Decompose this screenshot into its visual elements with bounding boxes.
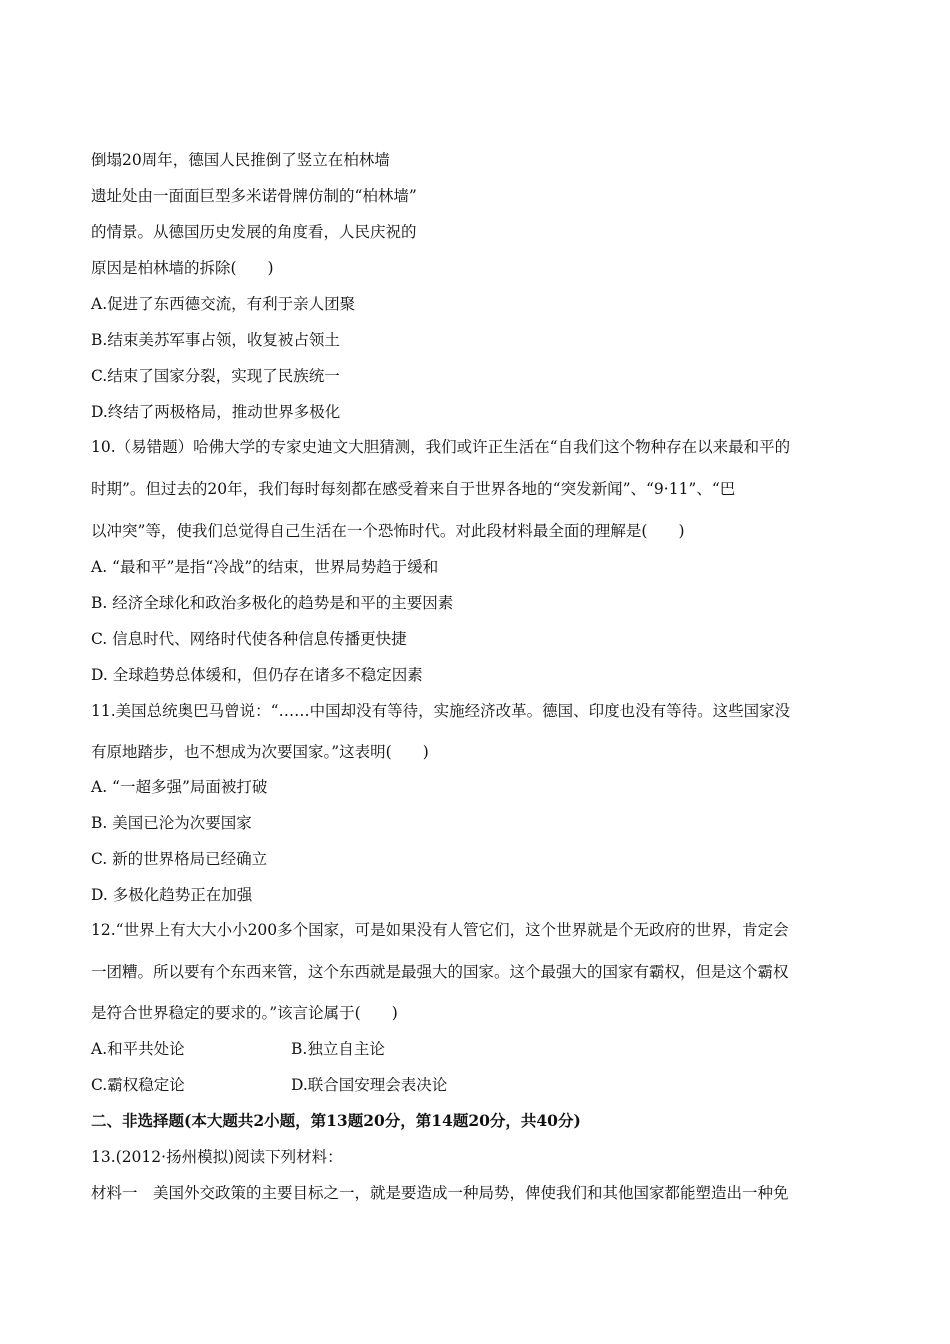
q10-option-a: A. “最和平”是指“冷战”的结束，世界局势趋于缓和 — [91, 558, 439, 576]
q10-stem-line-3: 以冲突”等，使我们总觉得自己生活在一个恐怖时代。对此段材料最全面的理解是( ) — [91, 522, 685, 540]
q12-option-d: D.联合国安理会表决论 — [291, 1076, 448, 1094]
q12-option-a: A.和平共处论 — [91, 1040, 185, 1058]
q12-stem-line-1: 12.“世界上有大大小小200多个国家，可是如果没有人管它们，这个世界就是个无政府的世界，肯定会 — [91, 921, 789, 939]
q9-stem-line-2: 遗址处由一面面巨型多米诺骨牌仿制的“柏林墙” — [91, 187, 417, 205]
q10-stem-line-1: 10.（易错题）哈佛大学的专家史迪文大胆猜测，我们或许正生活在“自我们这个物种存在以来最和平的 — [91, 438, 791, 456]
q10-option-c: C. 信息时代、网络时代使各种信息传播更快捷 — [91, 630, 407, 648]
q9-option-c: C.结束了国家分裂，实现了民族统一 — [91, 367, 340, 385]
q12-option-c: C.霸权稳定论 — [91, 1076, 185, 1094]
q9-option-b: B.结束美苏军事占领，收复被占领土 — [91, 331, 340, 349]
q11-stem-line-1: 11.美国总统奥巴马曾说：“……中国却没有等待，实施经济改革。德国、印度也没有等待。这些国家没 — [91, 702, 791, 720]
q13-stem: 13.(2012·扬州模拟)阅读下列材料： — [91, 1148, 343, 1166]
q10-option-d: D. 全球趋势总体缓和，但仍存在诸多不稳定因素 — [91, 666, 423, 684]
q11-option-d: D. 多极化趋势正在加强 — [91, 886, 253, 904]
q11-stem-line-2: 有原地踏步，也不想成为次要国家。”这表明( ) — [91, 743, 429, 761]
q13-material-1: 材料一 美国外交政策的主要目标之一，就是要造成一种局势，俾使我们和其他国家都能塑造出一种免 — [91, 1184, 789, 1202]
section-heading: 二、非选择题(本大题共2小题，第13题20分，第14题20分，共40分) — [91, 1111, 581, 1130]
q9-stem-line-1: 倒塌20周年，德国人民推倒了竖立在柏林墙 — [91, 151, 390, 169]
q12-option-b: B.独立自主论 — [291, 1040, 385, 1058]
q9-option-d: D.终结了两极格局，推动世界多极化 — [91, 403, 341, 421]
q11-option-b: B. 美国已沦为次要国家 — [91, 814, 252, 832]
q11-option-a: A. “一超多强”局面被打破 — [91, 778, 268, 796]
q9-stem-line-4: 原因是柏林墙的拆除( ) — [91, 259, 274, 277]
q9-stem-line-3: 的情景。从德国历史发展的角度看，人民庆祝的 — [91, 223, 417, 241]
q12-stem-line-3: 是符合世界稳定的要求的。”该言论属于( ) — [91, 1004, 398, 1022]
q10-stem-line-2: 时期”。但过去的20年，我们每时每刻都在感受着来自于世界各地的“突发新闻”、“9·11”、“巴 — [91, 480, 736, 498]
q9-option-a: A.促进了东西德交流，有利于亲人团聚 — [91, 295, 356, 313]
q11-option-c: C. 新的世界格局已经确立 — [91, 850, 268, 868]
q12-stem-line-2: 一团糟。所以要有个东西来管，这个东西就是最强大的国家。这个最强大的国家有霸权，但是这个霸权 — [91, 963, 789, 981]
q10-option-b: B. 经济全球化和政治多极化的趋势是和平的主要因素 — [91, 594, 454, 612]
